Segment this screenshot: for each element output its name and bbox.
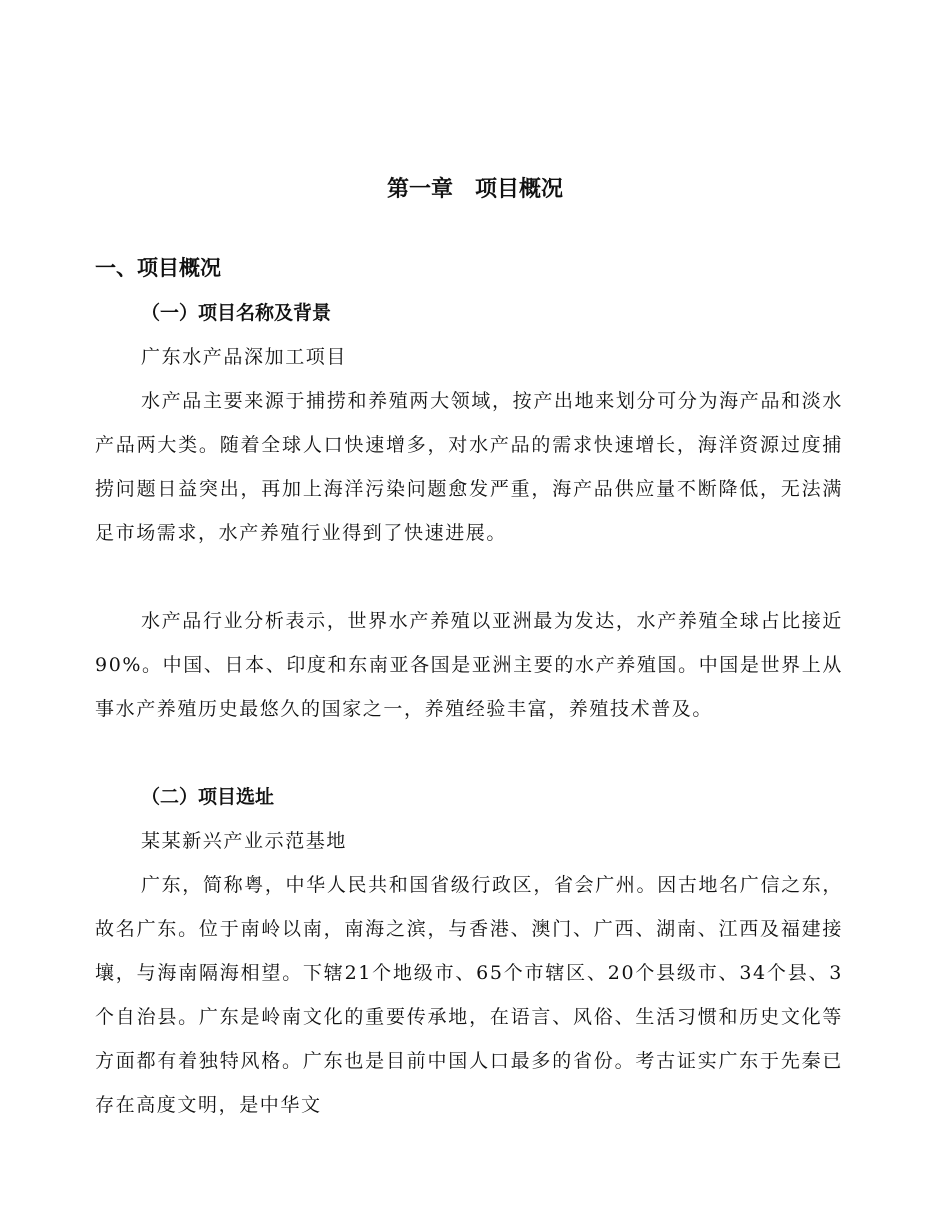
background-paragraph-1: 水产品主要来源于捕捞和养殖两大领域，按产出地来划分可分为海产品和淡水产品两大类。随着全球人口快速增多，对水产品的需求快速增长，海洋资源过度捕捞问题日益突出，再加上海洋污染问题愈发严重，海产品供应量不断降低，无法满足市场需求，水产养殖行业得到了快速进展。 bbox=[95, 390, 843, 544]
subsection-heading-site: （二）项目选址 bbox=[141, 786, 275, 808]
section-heading: 一、项目概况 bbox=[95, 256, 221, 280]
chapter-title: 第一章 项目概况 bbox=[386, 177, 563, 202]
project-name-text: 广东水产品深加工项目 bbox=[141, 346, 348, 368]
subsection-heading-name-background: （一）项目名称及背景 bbox=[141, 302, 332, 324]
site-name-text: 某某新兴产业示范基地 bbox=[141, 830, 348, 852]
site-paragraph-1: 广东，简称粤，中华人民共和国省级行政区，省会广州。因古地名广信之东，故名广东。位于南岭以南，南海之滨，与香港、澳门、广西、湖南、江西及福建接壤，与海南隔海相望。下辖21个地级市、65个市辖区、20个县级市、34个县、3个自治县。广东是岭南文化的重要传承地，在语言、风俗、生活习惯和历史文化等方面都有着独特风格。广东也是目前中国人口最多的省份。考古证实广东于先秦已存在高度文明，是中华文 bbox=[95, 874, 843, 1116]
background-paragraph-2: 水产品行业分析表示，世界水产养殖以亚洲最为发达，水产养殖全球占比接近90%。中国、日本、印度和东南亚各国是亚洲主要的水产养殖国。中国是世界上从事水产养殖历史最悠久的国家之一，养殖经验丰富，养殖技术普及。 bbox=[95, 610, 843, 720]
